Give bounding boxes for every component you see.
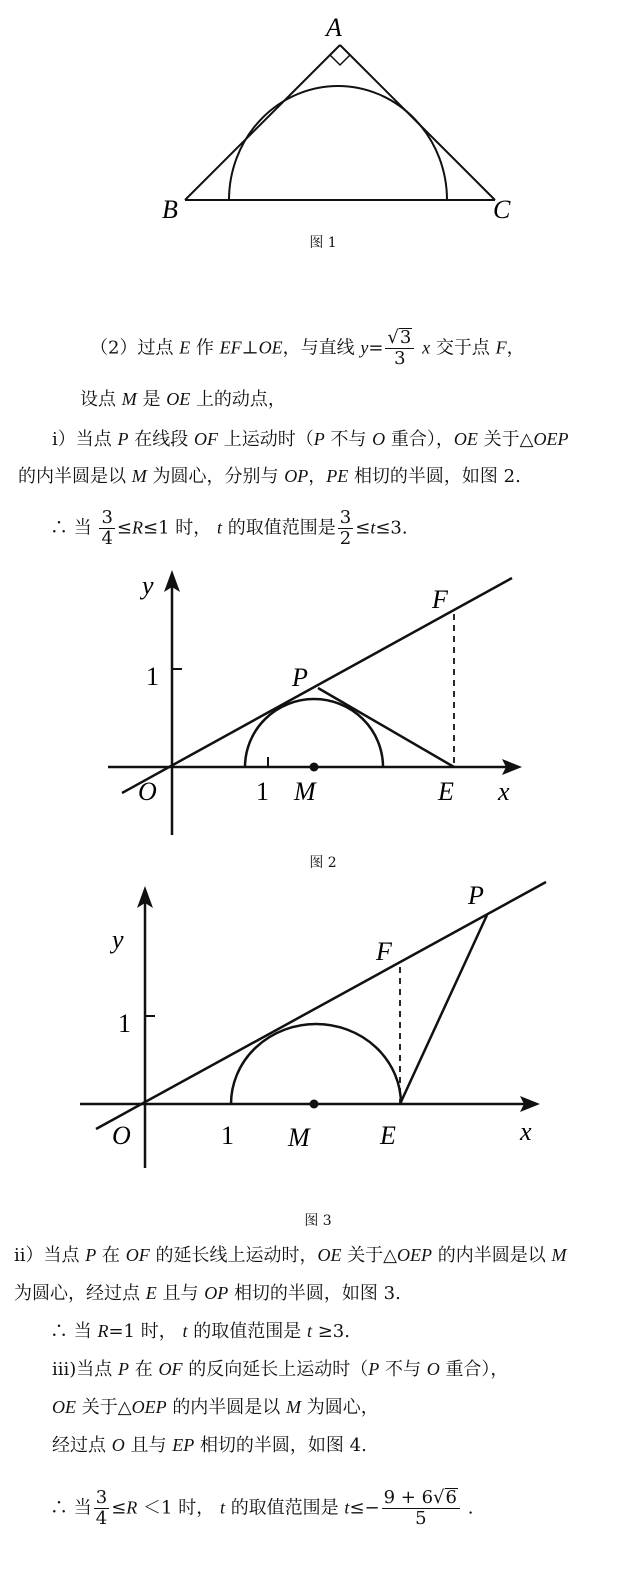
fig2-label-F: F xyxy=(432,585,448,614)
case-iii-line-1: iii)当点 P 在 OF 的反向延长上运动时（P 不与 O 重合）， xyxy=(52,1359,509,1380)
fig2-label-O: O xyxy=(138,777,157,806)
fig2-label-M: M xyxy=(294,777,316,806)
fig2-label-P: P xyxy=(292,663,308,692)
fig3-label-1x: 1 xyxy=(221,1121,234,1150)
case-iii-line-3: 经过点 O 且与 EP 相切的半圆，如图 4. xyxy=(52,1435,367,1456)
case-ii-line-3: ∴ 当 R=1 时， t 的取值范围是 t ≥3. xyxy=(50,1321,350,1342)
figure-1 xyxy=(0,0,640,260)
fig3-label-F: F xyxy=(376,937,392,966)
fig3-label-P: P xyxy=(468,881,484,910)
figure-2 xyxy=(0,565,640,845)
case-i-line-3: ∴ 当 $\frac{3}{4}$ ≤R≤1 时， t 的取值范围是 $\frac{3}{2}$ ≤t≤3. xyxy=(50,507,408,549)
label-B: B xyxy=(162,195,178,224)
case-ii-line-2: 为圆心，经过点 E 且与 OP 相切的半圆，如图 3. xyxy=(14,1283,401,1304)
point-m-line: 设点 M 是 OE 上的动点， xyxy=(80,389,286,410)
part-2-line: （2）过点 E 作 EF⊥OE，与直线 y= $\frac{√3}{3}$ x 交于点 F， xyxy=(90,327,525,369)
fig2-label-1y: 1 xyxy=(146,662,159,691)
fig2-label-1x: 1 xyxy=(256,777,269,806)
fig3-label-O: O xyxy=(112,1121,131,1150)
case-ii-line-1: ii）当点 P 在 OF 的延长线上运动时，OE 关于△OEP 的内半圆是以 M xyxy=(14,1245,567,1266)
figure-1-caption: 图 1 xyxy=(309,235,337,251)
fig3-label-E: E xyxy=(380,1121,396,1150)
fig3-label-M: M xyxy=(288,1123,310,1152)
figure-3 xyxy=(0,870,640,1180)
fig3-label-1y: 1 xyxy=(118,1009,131,1038)
case-iii-line-2: OE 关于△OEP 的内半圆是以 M 为圆心， xyxy=(52,1397,379,1418)
case-iii-line-4: ∴ 当 $\frac{3}{4}$ ≤R ＜1 时， t 的取值范围是 t≤− $\frac{9 + 6√6}{5}$ . xyxy=(50,1487,474,1529)
fraction-9-6sqrt6-over-5: $\frac{9 + 6√6}{5}$ xyxy=(382,1488,460,1529)
figure-2-caption: 图 2 xyxy=(309,855,337,871)
fig2-label-x: x xyxy=(498,777,510,806)
fig3-label-x: x xyxy=(520,1117,532,1146)
case-i-line-1: i）当点 P 在线段 OF 上运动时（P 不与 O 重合），OE 关于△OEP xyxy=(52,429,569,450)
figure-3-caption: 图 3 xyxy=(304,1213,332,1229)
fig2-label-y: y xyxy=(142,571,154,600)
label-A: A xyxy=(326,13,342,42)
case-i-line-2: 的内半圆是以 M 为圆心，分别与 OP，PE 相切的半圆，如图 2. xyxy=(18,466,521,487)
fraction-sqrt3-over-3: $\frac{√3}{3}$ xyxy=(385,328,414,369)
label-C: C xyxy=(493,195,511,224)
fig3-label-y: y xyxy=(112,925,124,954)
fig2-label-E: E xyxy=(438,777,454,806)
